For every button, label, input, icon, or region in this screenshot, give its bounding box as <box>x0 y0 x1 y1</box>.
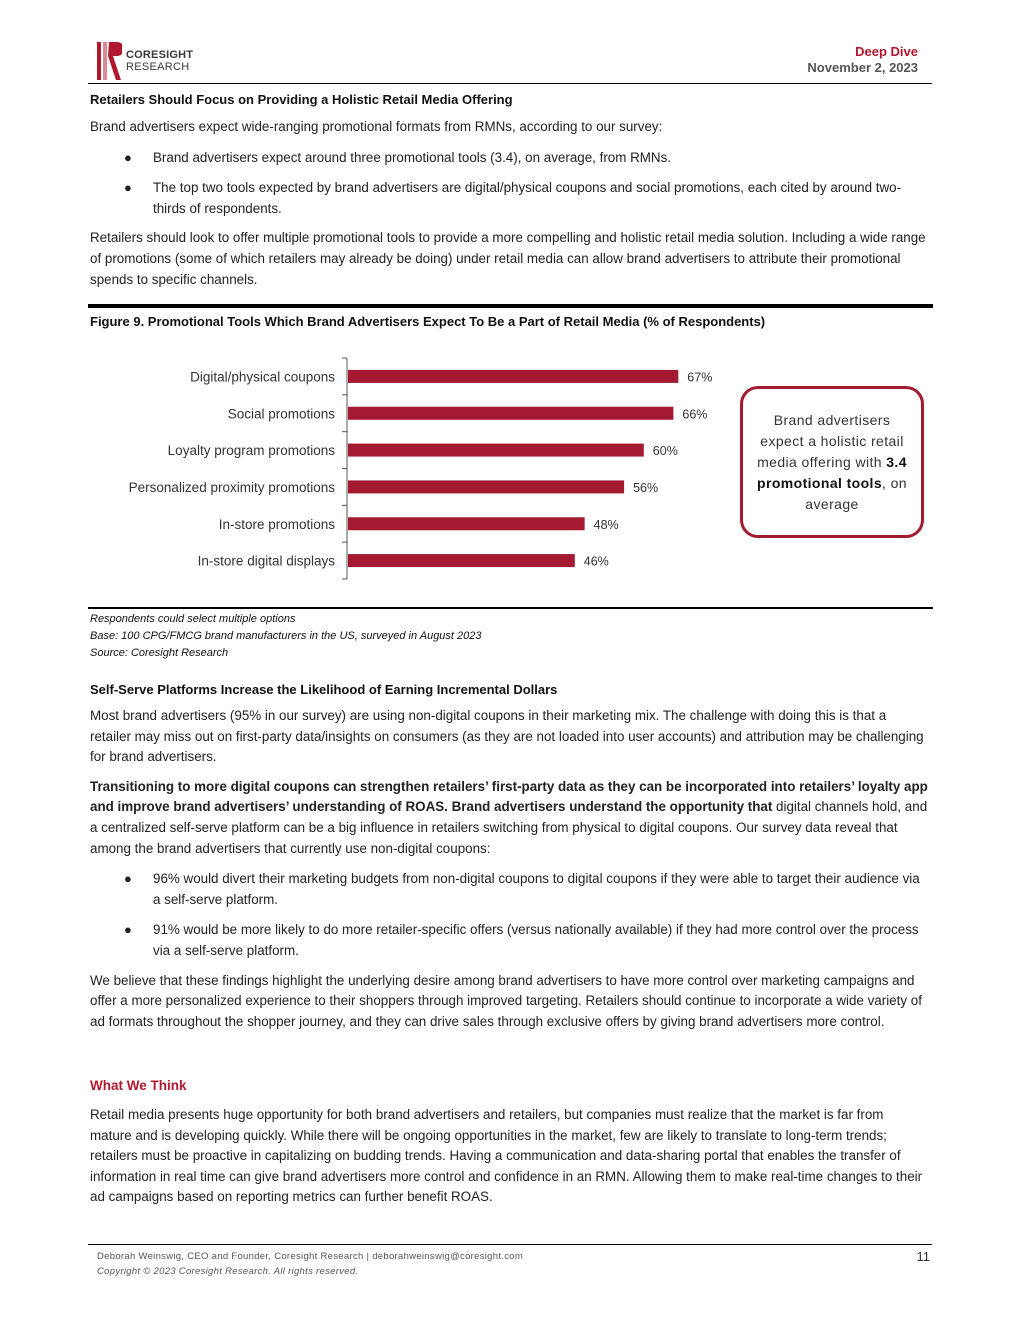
footer-copyright: Copyright © 2023 Coresight Research. All rights reserved. <box>97 1266 359 1277</box>
data-label: 48% <box>593 517 619 532</box>
note-line: Source: Coresight Research <box>90 647 229 659</box>
bullet-text: 91% would be more likely to do more retailer-specific offers (versus nationally available) if they had more control over the process via a self-serve platform. <box>153 922 919 958</box>
bullet-item <box>90 920 928 961</box>
category-label: Loyalty program promotions <box>167 443 335 459</box>
footer-divider <box>88 1244 932 1245</box>
paragraph-bold: Transitioning to more digital coupons can strengthen retailers’ first-party data as they can be incorporated into retailers’ loyalty app and improve brand advertisers’ understanding of ROAS. Brand advertisers understand the opportunity that <box>90 778 928 815</box>
bullet-text: Brand advertisers expect around three promotional tools (3.4), on average, from RMNs. <box>153 149 672 165</box>
figure-notes <box>90 611 482 662</box>
header-divider <box>88 83 932 84</box>
paragraph: We believe that these findings highlight the underlying desire among brand advertisers to have more control over marketing campaigns and offer a more personalized experience to their shoppers through improved targeting. Retailers should continue to incorporate a wide variety of ad formats throughout the shopper journey, and they can drive sales through exclusive offers by giving brand advertisers more control. <box>90 972 922 1029</box>
data-label: 60% <box>652 444 678 459</box>
bar <box>348 444 644 457</box>
section-heading: What We Think <box>90 1078 187 1093</box>
section-holistic-offering <box>90 92 928 290</box>
page-number: 11 <box>916 1249 930 1264</box>
bar <box>348 554 575 567</box>
section-self-serve <box>90 682 928 1032</box>
section-what-we-think <box>90 1078 928 1208</box>
bar <box>348 370 678 383</box>
bar <box>348 480 624 493</box>
data-label: 67% <box>687 370 713 385</box>
paragraph: Retailers should look to offer multiple promotional tools to provide a more compelling and holistic retail media solution. Including a wide range of promotions (some of which retailers may already be doing) under retail media can allow brand advertisers to attribute their promotional spends to specific channels. <box>90 230 926 287</box>
paragraph-rest: digital channels hold, and a centralized self-serve platform can be a big influence in retailers switching from physical to digital coupons. Our survey data reveal that among the brand advertisers that currently use non-digital coupons: <box>90 799 928 856</box>
category-label: Digital/physical coupons <box>190 369 335 385</box>
figure-top-rule <box>88 304 933 308</box>
bullet-icon: ● <box>124 180 132 196</box>
callout-text: Brand advertisers expect a holistic retail media offering with 3.4 promotional tools, on average <box>757 411 907 512</box>
paragraph: Brand advertisers expect wide-ranging promotional formats from RMNs, according to our survey: <box>90 119 663 134</box>
header-meta <box>807 44 918 76</box>
category-label: In-store promotions <box>218 516 335 532</box>
paragraph <box>90 777 928 859</box>
bullet-icon: ● <box>124 871 132 887</box>
figure-bottom-rule <box>88 607 933 609</box>
data-label: 66% <box>682 407 708 422</box>
bullet-item <box>90 148 928 169</box>
bar <box>348 407 673 420</box>
footer-author: Deborah Weinswig, CEO and Founder, Coresight Research | deborahweinswig@coresight.com <box>97 1251 524 1262</box>
data-label: 46% <box>583 554 609 569</box>
logo-brand: CORESIGHT <box>126 49 194 61</box>
paragraph: Retail media presents huge opportunity for both brand advertisers and retailers, but companies must realize that the market is far from mature and is developing quickly. While there will be ongoing opportunities in the market, few are likely to translate to long-term trends; retailers must be proactive in capitalizing on budding trends. Having a communication and data-sharing portal that enables the transfer of information in real time can give brand advertisers more control and confidence in an RMN. Allowing them to make real-time changes to their ad campaigns based on reporting metrics can further benefit ROAS. <box>90 1107 923 1205</box>
category-label: Personalized proximity promotions <box>128 479 335 495</box>
bar <box>348 517 585 530</box>
section-heading: Retailers Should Focus on Providing a Holistic Retail Media Offering <box>90 92 513 107</box>
bullet-item <box>90 178 928 219</box>
bullet-icon: ● <box>124 149 132 165</box>
paragraph: Most brand advertisers (95% in our survey) are using non-digital coupons in their marketing mix. The challenge with doing this is that a retailer may miss out on first-party data/insights on consumers (as they are not loaded into user accounts) and attribution may be challenging for brand advertisers. <box>90 708 924 765</box>
note-line: Respondents could select multiple options <box>90 613 296 625</box>
note-line: Base: 100 CPG/FMCG brand manufacturers in the US, surveyed in August 2023 <box>90 630 482 642</box>
footer <box>97 1249 523 1279</box>
callout-box <box>740 386 924 538</box>
doc-date: November 2, 2023 <box>807 60 918 75</box>
logo-subbrand: RESEARCH <box>126 61 190 73</box>
figure-title: Figure 9. Promotional Tools Which Brand Advertisers Expect To Be a Part of Retail Media (% of Respondents) <box>90 314 766 329</box>
bullet-text: 96% would divert their marketing budgets from non-digital coupons to digital coupons if they were able to target their audience via a self-serve platform. <box>153 871 920 907</box>
bullet-item <box>90 869 928 910</box>
coresight-logo-icon <box>96 41 122 81</box>
coresight-logo[interactable] <box>96 40 193 82</box>
data-label: 56% <box>633 480 659 495</box>
bullet-text: The top two tools expected by brand advertisers are digital/physical coupons and social promotions, each cited by around two-thirds of respondents. <box>153 180 902 216</box>
bullet-icon: ● <box>124 922 132 938</box>
category-label: In-store digital displays <box>197 553 335 569</box>
section-heading: Self-Serve Platforms Increase the Likelihood of Earning Incremental Dollars <box>90 682 558 697</box>
doc-type: Deep Dive <box>855 44 918 59</box>
category-label: Social promotions <box>227 406 335 422</box>
